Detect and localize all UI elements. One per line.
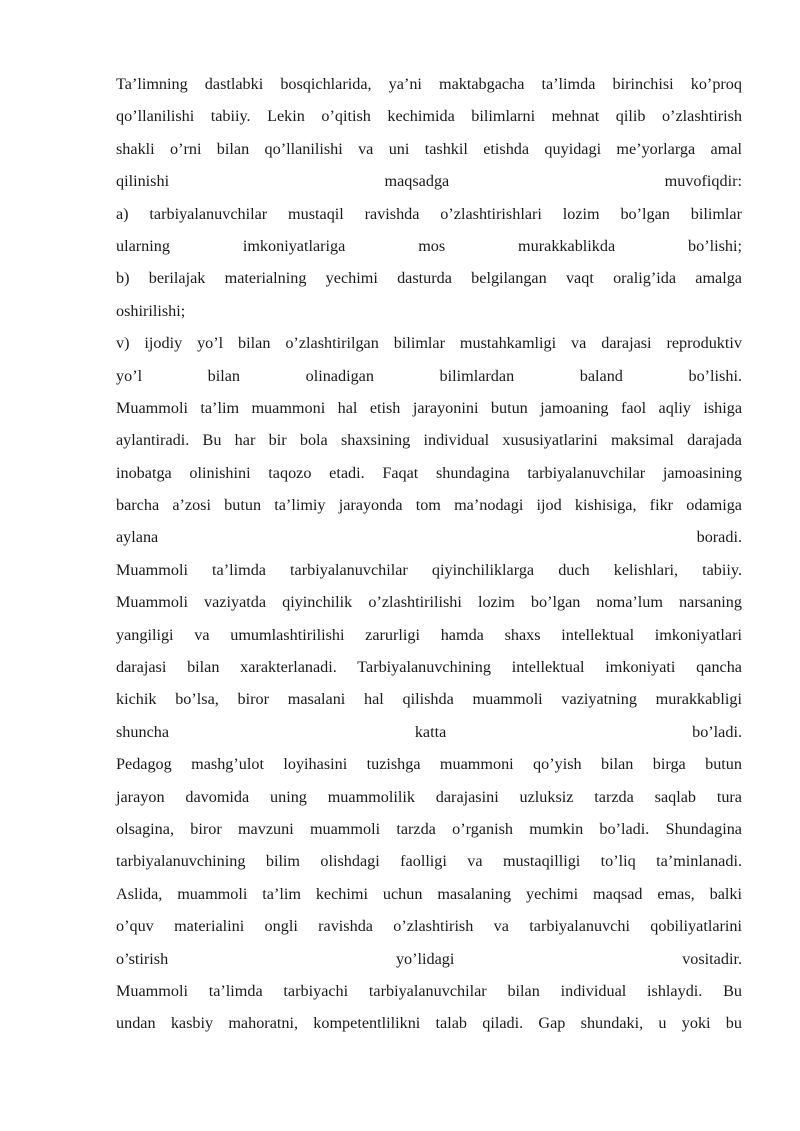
text-line: a) tarbiyalanuvchilar mustaqil ravishda o’zlashtirishlari lozim bo’lgan bilimlar bbox=[116, 204, 742, 223]
text-line: shakli o’rni bilan qo’llanilishi va uni tashkil etishda quyidagi me’yorlarga amal bbox=[116, 139, 742, 158]
text-line: jarayon davomida uning muammolilik darajasini uzluksiz tarzda saqlab tura bbox=[116, 787, 742, 806]
text-line: b) berilajak materialning yechimi dasturda belgilangan vaqt oralig’ida amalga bbox=[116, 269, 742, 288]
text-line: Muammoli ta’limda tarbiyalanuvchilar qiyinchiliklarga duch kelishlari, tabiiy. bbox=[116, 560, 742, 579]
text-line: Ta’limning dastlabki bosqichlarida, ya’ni maktabgacha ta’limda birinchisi ko’proq bbox=[116, 75, 742, 93]
text-line: Pedagog mashg’ulot loyihasini tuzishga muammoni qo’yish bilan birga butun bbox=[116, 755, 742, 774]
text-line: qilinishi maqsadga muvofiqdir: bbox=[116, 172, 742, 191]
text-line: olsagina, biror mavzuni muammoli tarzda o’rganish mumkin bo’ladi. Shundagina bbox=[116, 819, 742, 838]
text-line: aylana boradi. bbox=[116, 528, 742, 547]
text-line: darajasi bilan xarakterlanadi. Tarbiyalanuvchining intellektual imkoniyati qancha bbox=[116, 658, 742, 677]
text-line: yangiligi va umumlashtirilishi zarurligi hamda shaxs intellektual imkoniyatlari bbox=[116, 625, 742, 644]
text-line: qo’llanilishi tabiiy. Lekin o’qitish kechimida bilimlarni mehnat qilib o’zlashtirish bbox=[116, 107, 742, 126]
text-line: ularning imkoniyatlariga mos murakkablikda bo’lishi; bbox=[116, 236, 742, 255]
text-line: o’quv materialini ongli ravishda o’zlashtirish va tarbiyalanuvchi qobiliyatlarini bbox=[116, 917, 742, 936]
text-line: shuncha katta bo’ladi. bbox=[116, 722, 742, 741]
text-line: oshirilishi; bbox=[116, 301, 186, 320]
document-page bbox=[116, 68, 742, 1040]
text-line: tarbiyalanuvchining bilim olishdagi faolligi va mustaqilligi to’liq ta’minlanadi. bbox=[116, 852, 742, 871]
text-line: undan kasbiy mahoratni, kompetentlilikni talab qiladi. Gap shundaki, u yoki bu bbox=[116, 1014, 742, 1033]
text-line: kichik bo’lsa, biror masalani hal qilishda muammoli vaziyatning murakkabligi bbox=[116, 690, 742, 709]
text-line: o’stirish yo’lidagi vositadir. bbox=[116, 949, 742, 968]
text-line: barcha a’zosi butun ta’limiy jarayonda tom ma’nodagi ijod kishisiga, fikr odamiga bbox=[116, 496, 742, 515]
text-line: yo’l bilan olinadigan bilimlardan baland bo’lishi. bbox=[116, 366, 742, 385]
text-line: Aslida, muammoli ta’lim kechimi uchun masalaning yechimi maqsad emas, balki bbox=[116, 884, 742, 903]
text-line: aylantiradi. Bu har bir bola shaxsining individual xususiyatlarini maksimal darajada bbox=[116, 431, 742, 450]
text-line: Muammoli ta’lim muammoni hal etish jarayonini butun jamoaning faol aqliy ishiga bbox=[116, 398, 742, 417]
text-line: Muammoli vaziyatda qiyinchilik o’zlashtirilishi lozim bo’lgan noma’lum narsaning bbox=[116, 593, 742, 612]
text-line: v) ijodiy yo’l bilan o’zlashtirilgan bilimlar mustahkamligi va darajasi reproduktiv bbox=[116, 334, 742, 353]
text-line: Muammoli ta’limda tarbiyachi tarbiyalanuvchilar bilan individual ishlaydi. Bu bbox=[116, 981, 742, 1000]
text-line: inobatga olinishini taqozo etadi. Faqat shundagina tarbiyalanuvchilar jamoasining bbox=[116, 463, 742, 482]
